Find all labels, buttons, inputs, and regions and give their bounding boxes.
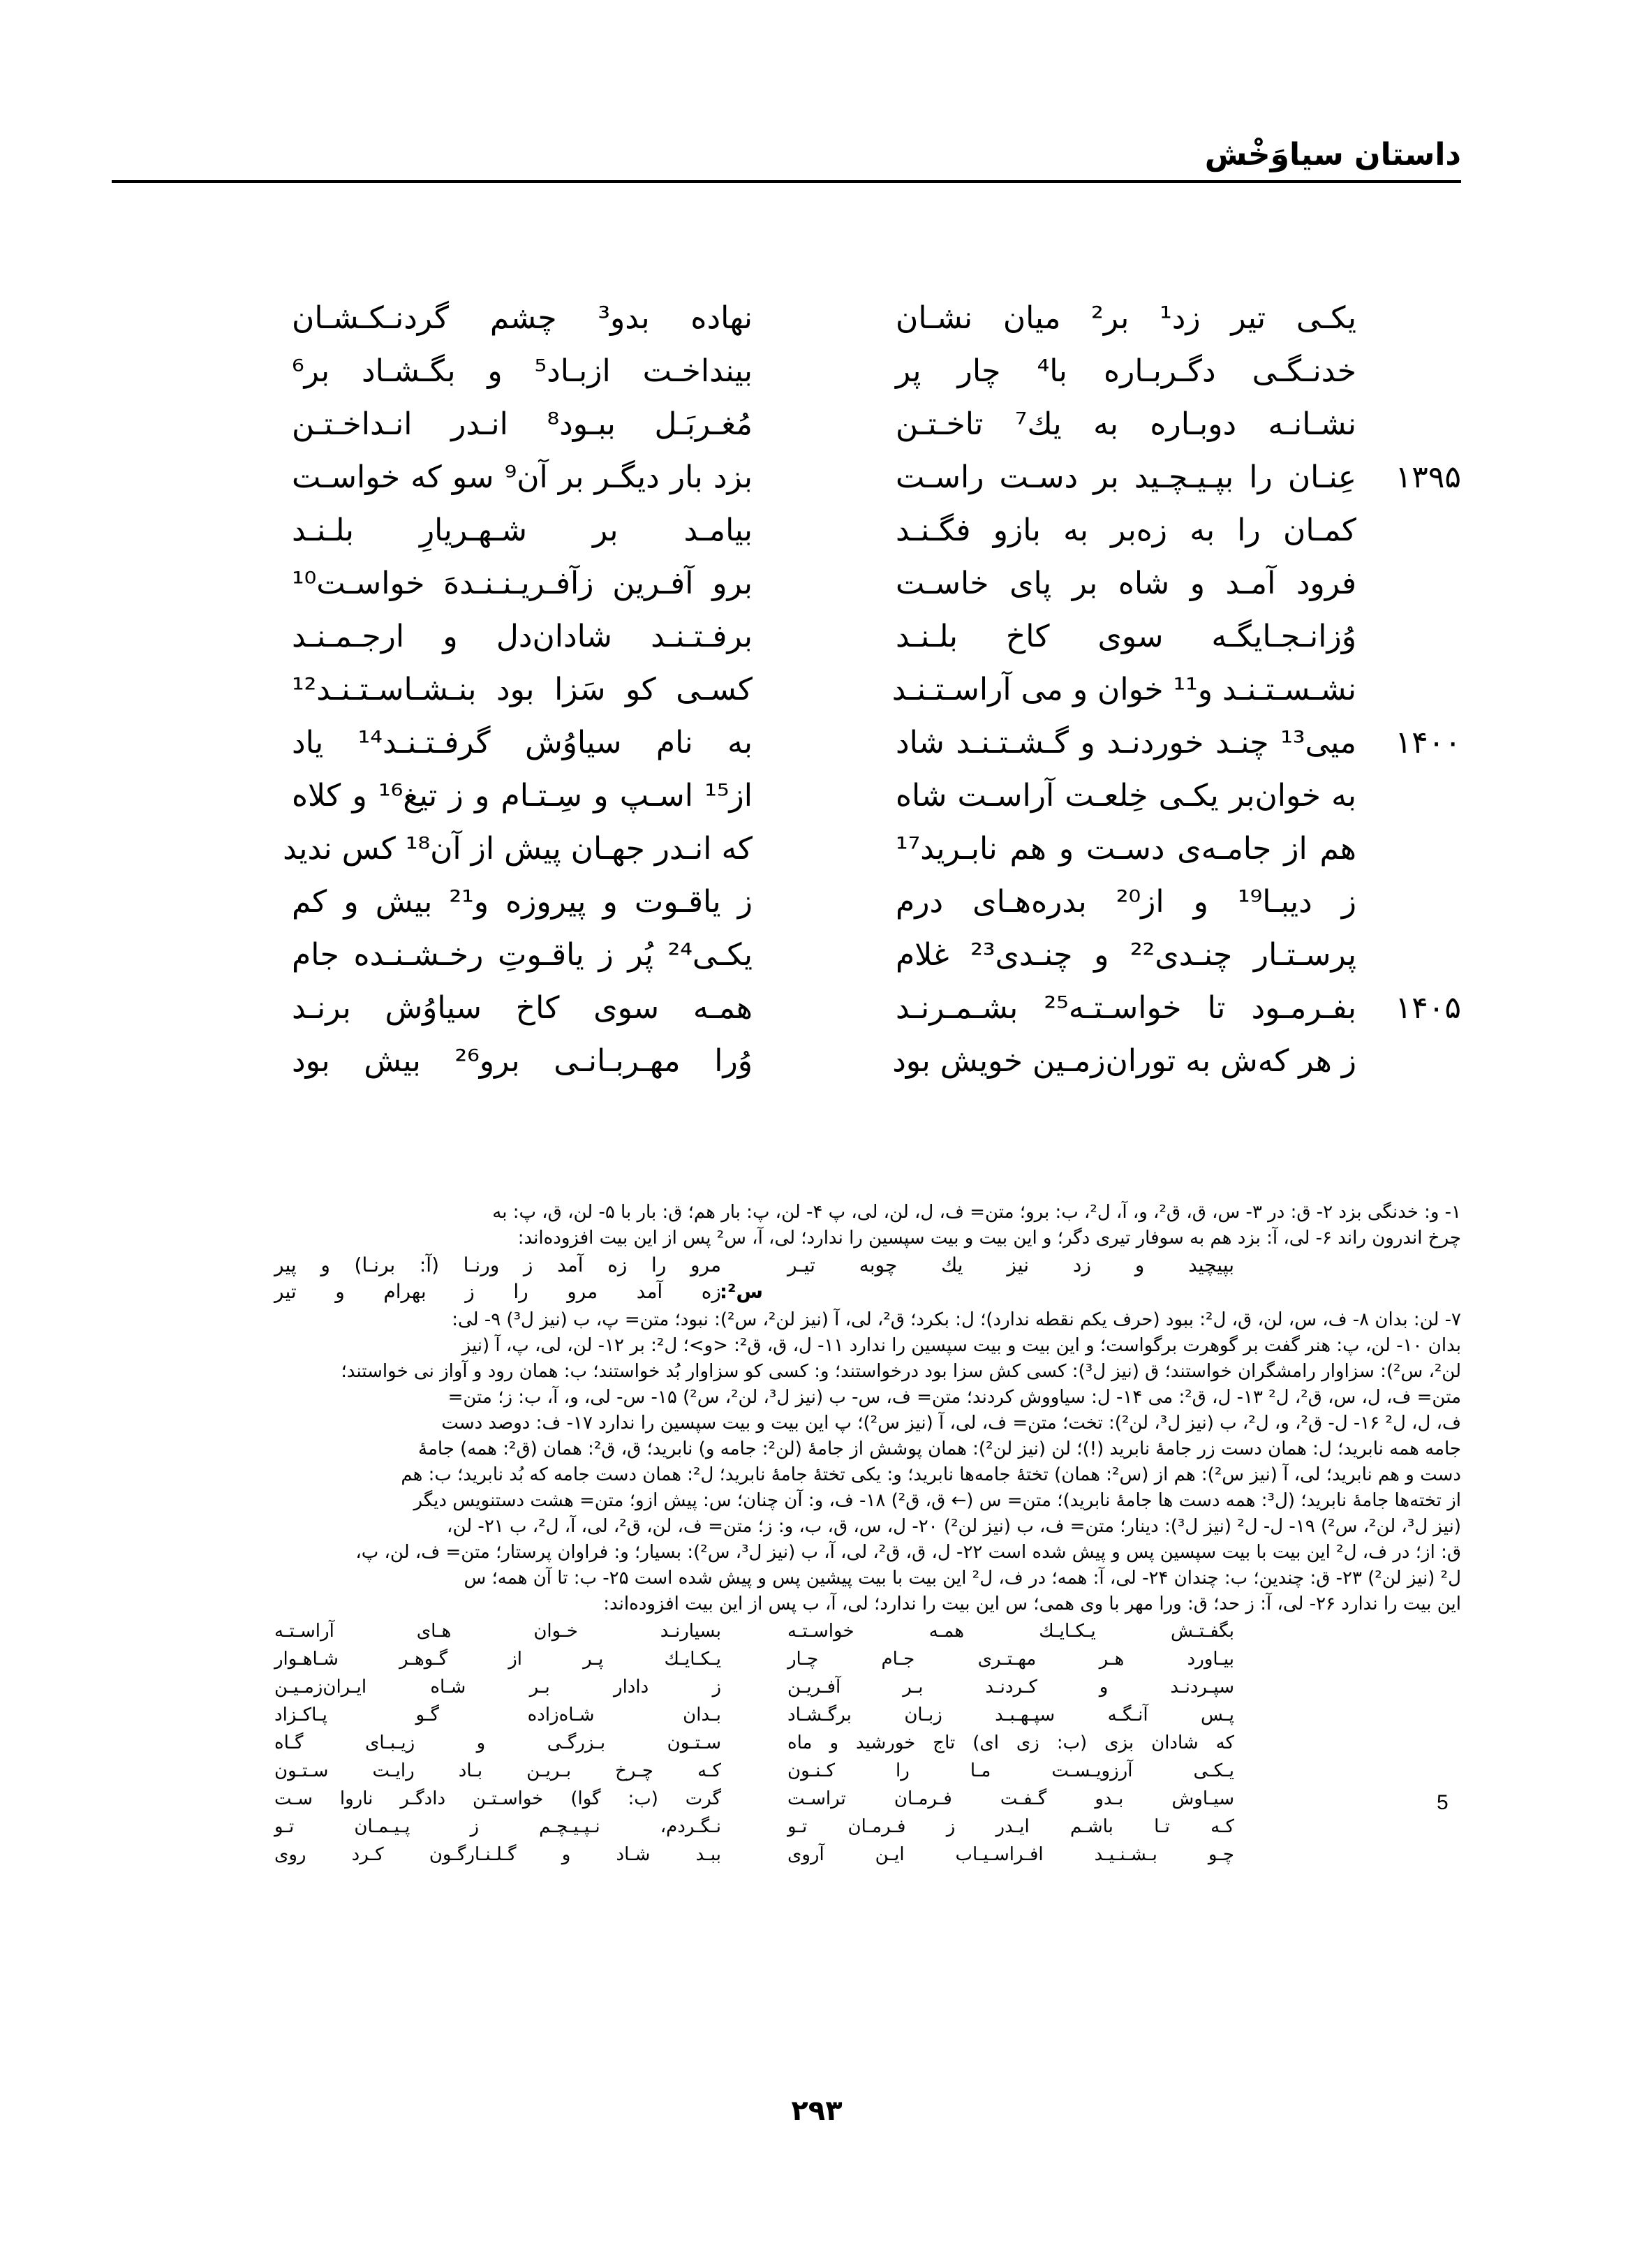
second-hemistich: برفـتـنـد شادان‌دل و ارجـمـنـد bbox=[292, 619, 753, 654]
footnote-line: لن²، س²): سزاوار رامشگران خواستند؛ ق (نیز ل³): کسی کش سزا بود درخواستند؛ و: کسی کو سزاوار بُد خواستند؛ ب: همان رود و آواز نی خواستند؛ bbox=[341, 1361, 1461, 1382]
first-hemistich: ز دیبـا¹⁹ و از²⁰ بدره‌هـای درم bbox=[896, 884, 1357, 920]
added-verse-first: یـکـی آرزویـسـت مـا را کـنـون bbox=[787, 1760, 1234, 1781]
added-verse-second: سـتـون بـزرگـی و زیـبـای گـاه bbox=[274, 1732, 721, 1753]
variant-hemistich: زه آمد مرو را ز بهرام و تیر bbox=[274, 1280, 721, 1303]
added-verse-first: سیـاوش بـدو گـفـت فـرمـان تراسـت bbox=[787, 1788, 1234, 1809]
verse-row bbox=[230, 559, 1461, 609]
verse-row bbox=[230, 665, 1461, 715]
first-hemistich: هم از جامـه‌ی دسـت و هم نابـرید¹⁷ bbox=[896, 831, 1356, 867]
added-verse-first: کـه تـا باشـم ایـدر ز فـرمـان تـو bbox=[787, 1816, 1234, 1837]
verse-row bbox=[230, 877, 1461, 927]
verse-number: ۱۴۰۵ bbox=[1395, 990, 1461, 1026]
added-verse-block bbox=[112, 1251, 1461, 1307]
added-verse-second: نـگـردم، نـپـیـچـم ز پـیـمـان تـو bbox=[274, 1816, 721, 1837]
added-verse-first: که شادان بزی (ب: زی ای) تاج خورشید و ماه bbox=[787, 1732, 1234, 1753]
first-hemistich: پرسـتـار چنـدی²² و چنـدی²³ غلام bbox=[896, 937, 1356, 973]
first-hemistich: وُزانـجـایگـه سوی کاخ بلـنـد bbox=[896, 619, 1356, 654]
verse-row bbox=[230, 452, 1461, 503]
added-verse-second: کـه چـرخ بـریـن بـاد رایـت سـتـون bbox=[274, 1760, 721, 1781]
footnote-line: دست و هم نابرید؛ لی، آ (نیز س²): هم از (س²: همان) تختهٔ جامه‌ها نابرید؛ و: یکی تختهٔ جامهٔ نابرید؛ ل²: همان دست جامه که بُد نابرید؛ ب: هم bbox=[401, 1464, 1461, 1485]
first-hemistich: ز هر که‌ش به توران‌زمـین خویش بود bbox=[892, 1043, 1356, 1079]
variant-label: س²: bbox=[719, 1280, 763, 1303]
added-verse-second: ببـد شـاد و گـلـنـارگـون کـرد روی bbox=[274, 1844, 721, 1865]
verse-row bbox=[230, 293, 1461, 344]
added-verses-block bbox=[112, 1617, 1461, 1876]
added-verse-first: پـس آنـگـه سپـهـبـد زبـان برگـشـاد bbox=[787, 1704, 1234, 1725]
footnotes bbox=[112, 1200, 1461, 1876]
footnote-line: ل² (نیز لن²) ۲۳- ق: چندین؛ ب: چندان ۲۴- لی، آ: همه؛ در ف، ل² این بیت با بیت پیشین پس و پیش شده است ۲۵- ب: تا آن همه؛ س bbox=[464, 1568, 1461, 1589]
second-hemistich: وُرا مهـربـانـی برو²⁶ بیش بود bbox=[292, 1043, 753, 1079]
first-hemistich: نشـسـتـنـد و¹¹ خوان و می آراسـتـنـد bbox=[891, 672, 1356, 707]
verse-row bbox=[230, 506, 1461, 556]
verse-row bbox=[230, 399, 1461, 450]
footnote-line: بدان ۱۰- لن، پ: هنر گفت بر گوهرت برگواست؛ و این بیت و بیت سپسین را ندارد ۱۱- ل، ق، ق²: <و>؛ ل²: بر ۱۲- لن، لی، پ، آ (نیز bbox=[461, 1335, 1461, 1356]
footnote-line: ۱- و: خدنگی بزد ۲- ق: در ۳- س، ق، ق²، و، آ، ل²، ب: برو؛ متن= ف، ل، لن، لی، پ ۴- لن، پ: بار هم؛ ق: بار با ۵- لن، ق، پ: به bbox=[492, 1202, 1461, 1223]
footnote-line: متن= ف، ل، س، ق²، ل² ۱۳- ل، ق²: می ۱۴- ل: سیاووش کردند؛ متن= ف، س- ب (نیز ل³، لن²، س²) ۱۵- س- لی، و، آ، ب: ز؛ متن= bbox=[447, 1387, 1461, 1408]
added-verse-first: بگفـتـش یـکـایـك همـه خواسـتـه bbox=[787, 1621, 1234, 1642]
verse-row bbox=[230, 612, 1461, 662]
added-verse-first: بیـاورد هـر مهـتـری جـام چـار bbox=[787, 1649, 1234, 1670]
second-hemistich: ز یاقـوت و پیروزه و²¹ بیش و کم bbox=[292, 884, 753, 920]
second-hemistich: بزد بار دیگـر بر آن⁹ سو که خواسـت bbox=[292, 459, 753, 495]
second-hemistich: برو آفـرین زآفـریـنـنـدهَ خواسـت¹⁰ bbox=[292, 566, 753, 601]
poem-body bbox=[230, 293, 1461, 1082]
first-hemistich: عِنـان را بپـیـچـید بر دسـت راسـت bbox=[896, 459, 1356, 495]
second-hemistich: به نام سیاوُش گرفـتـنـد¹⁴ یاد bbox=[292, 725, 753, 760]
margin-line-number: 5 bbox=[1437, 1791, 1449, 1814]
added-verse-second: مرو را زه آمد ز ورنـا (آ: برنـا) و پیر bbox=[274, 1253, 721, 1276]
verse-row bbox=[230, 718, 1461, 768]
footnote-line: ف، ل، ل² ۱۶- ل- ق²، و، ل²، ب (نیز ل³، لن²): تخت؛ متن= ف، لی، آ (نیز س²)؛ پ این بیت و بیت سپسین را ندارد ۱۷- ف: دوصد دست bbox=[441, 1413, 1461, 1434]
footnote-line: جامه همه نابرید؛ ل: همان دست زر جامهٔ نابرید (!)؛ لن (نیز لن²): همان پوشش از جامهٔ (لن²: جامه و) نابرید؛ ق، ق²: همان (ق²: همه) جامهٔ bbox=[418, 1438, 1461, 1459]
second-hemistich: بیامـد بر شـهـریارِ بلـنـد bbox=[292, 513, 753, 548]
footnote-line: ق: از؛ در ف، ل² این بیت با بیت سپسین پس و پیش شده است ۲۲- ل، ق، ق²، لی، آ، ب (نیز ل³، س²): بسیار؛ و: فراوان پرستار؛ متن= ف، لن، پ، bbox=[355, 1542, 1461, 1563]
verse-number: ۱۴۰۰ bbox=[1395, 725, 1461, 760]
first-hemistich: به خوان‌بر یکـی خِلعـت آراسـت شاه bbox=[896, 778, 1356, 813]
verse-number: ۱۳۹۵ bbox=[1395, 459, 1461, 495]
footnote-line: این بیت را ندارد ۲۶- لی، آ: ز حد؛ ق: ورا مهر با وی همی؛ س این بیت را ندارد؛ لی، آ، ب پس از این بیت افزوده‌اند: bbox=[603, 1593, 1461, 1614]
second-hemistich: همـه سوی کاخ سیاوُش برنـد bbox=[292, 990, 753, 1026]
page-number: ۲۹۳ bbox=[791, 2095, 843, 2127]
first-hemistich: میی¹³ چنـد خوردنـد و گـشـتـنـد شاد bbox=[896, 725, 1356, 760]
second-hemistich: مُغـربَـل ببـود⁸ انـدر انـداخـتـن bbox=[292, 406, 753, 442]
footnote-line: (نیز ل³، لن²، س²) ۱۹- ل- ل² (نیز ل³): دینار؛ متن= ف، ب (نیز لن²) ۲۰- ل، س، ق، ب، و: ز؛ متن= ف، لن، ق²، لی، آ، ل²، ب ۲۱- لن، bbox=[447, 1516, 1461, 1537]
first-hemistich: بفـرمـود تا خواسـتـه²⁵ بشـمـرنـد bbox=[896, 990, 1356, 1026]
second-hemistich: از¹⁵ اسـپ و سِـتـام و ز تیغ¹⁶ و کلاه bbox=[292, 778, 753, 813]
first-hemistich: خدنـگـی دگـربـاره با⁴ چار پر bbox=[896, 353, 1356, 389]
added-verse-second: بسیارنـد خـوان هـای آراسـتـه bbox=[274, 1621, 721, 1642]
verse-row bbox=[230, 983, 1461, 1033]
header-rule bbox=[112, 180, 1461, 183]
added-verse-second: بـدان شـاه‌زاده گـو پـاکـزاد bbox=[274, 1704, 721, 1725]
first-hemistich: یکـی تیر زد¹ بر² میان نشـان bbox=[896, 300, 1356, 336]
added-verse-first: سپـردنـد و کـردنـد بـر آفـریـن bbox=[787, 1677, 1234, 1698]
verse-row bbox=[230, 1036, 1461, 1087]
first-hemistich: فرود آمـد و شاه بر پای خاسـت bbox=[896, 566, 1356, 601]
second-hemistich: بینداخـت ازبـاد⁵ و بگـشـاد بر⁶ bbox=[292, 353, 753, 389]
verse-row bbox=[230, 824, 1461, 874]
added-verse-second: ز دادار بـر شـاه ایـران‌زمـیـن bbox=[274, 1677, 721, 1698]
footnote-line: از تخته‌ها جامهٔ نابرید؛ (ل³: همه دست ها جامهٔ نابرید)؛ متن= س (← ق، ق²) ۱۸- ف، و: آن چنان؛ س: پیش ازو؛ متن= هشت دستنویس دیگر bbox=[413, 1490, 1461, 1511]
second-hemistich: که انـدر جهـان پیش از آن¹⁸ کس ندید bbox=[283, 831, 753, 867]
added-verse-first: بپیچید و زد نیز یك چوبه تیـر bbox=[787, 1253, 1234, 1276]
second-hemistich: کسـی کو سَزا بود بنـشـاسـتـنـد¹² bbox=[292, 672, 753, 707]
added-verse-second: گرت (ب: گوا) خواسـتـن دادگـر ناروا سـت bbox=[274, 1788, 721, 1809]
running-title: داستان سیاوَخْش bbox=[1204, 137, 1461, 172]
footnote-line: ۷- لن: بدان ۸- ف، س، لن، ق، ل²: ببود (حرف یکم نقطه ندارد)؛ ل: بکرد؛ ق²، لی، آ (نیز لن²، س²): نبود؛ متن= پ، ب (نیز ل³) ۹- لی: bbox=[452, 1309, 1461, 1330]
verse-row bbox=[230, 930, 1461, 980]
second-hemistich: یکـی²⁴ پُر ز یاقـوتِ رخـشـنـده جام bbox=[292, 937, 753, 973]
added-verse-second: یـکـایـك پـر از گـوهـر شـاهـوار bbox=[274, 1649, 721, 1670]
footnote-line: چرخ اندرون راند ۶- لی، آ: بزد هم به سوفار تیری دگر؛ و این بیت و بیت سپسین را ندارد؛ لی، آ، س² پس از این بیت افزوده‌اند: bbox=[517, 1228, 1461, 1249]
first-hemistich: نشـانـه دوبـاره به یك⁷ تاخـتـن bbox=[896, 406, 1356, 442]
second-hemistich: نهاده بدو³ چشم گردنـکـشـان bbox=[292, 300, 753, 336]
first-hemistich: کمـان را به زه‌بر به بازو فگـنـد bbox=[896, 513, 1356, 548]
added-verse-first: چـو بـشـنـیـد افـراسـیـاب ایـن آروی bbox=[787, 1844, 1234, 1865]
verse-row bbox=[230, 346, 1461, 397]
verse-row bbox=[230, 771, 1461, 821]
